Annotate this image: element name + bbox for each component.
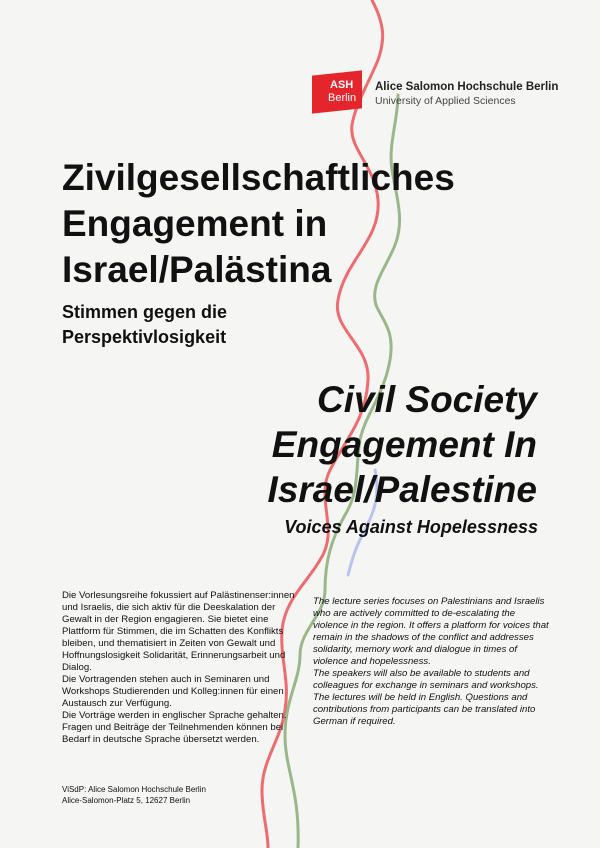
- imprint-line: Alice-Salomon-Platz 5, 12627 Berlin: [62, 796, 191, 805]
- body-german-paragraph: Die Vorlesungsreihe fokussiert auf Palästinenser:innen und Israelis, die sich aktiv für die Deeskalation der Gewalt in der Region engagieren. Sie bietet eine Plattform für Stimmen, die im Schatten des Konflikts bleiben, und thematisiert in Zeiten von Gewalt und Hoffnungslosigkeit Solidarität, Erinnerungsarbeit und Dialog.: [62, 590, 295, 673]
- subtitle-german: Stimmen gegen die Perspektivlosigkeit: [62, 302, 228, 347]
- body-german-paragraph: Die Vortragenden stehen auch in Seminaren und Workshops Studierenden und Kolleg:innen für einen Austausch zur Verfügung.: [62, 674, 284, 709]
- body-english-paragraph: The speakers will also be available to students and colleagues for exchange in seminars and workshops.: [313, 668, 539, 691]
- body-german-paragraph: Die Vorträge werden in englischer Sprache gehalten. Fragen und Beiträge der Teilnehmenden können bei Bedarf in deutsche Sprache übersetzt werden.: [62, 710, 287, 745]
- imprint: [62, 784, 322, 806]
- imprint-line: ViSdP: Alice Salomon Hochschule Berlin: [62, 785, 206, 794]
- title-english: Civil Society Engagement In Israel/Palestine: [267, 379, 537, 510]
- subtitle-english: Voices Against Hopelessness: [284, 517, 538, 537]
- logo-ash-text: ASH: [330, 79, 354, 91]
- body-english-paragraph: The lecture series focuses on Palestinians and Israelis who are actively committed to de-escalating the violence in the region. It offers a platform for voices that remain in the shadows of the conflict and addresses solidarity, memory work and dialogue in times of violence and hopelessness.: [313, 596, 549, 667]
- body-german: [62, 590, 302, 746]
- body-english-paragraph: The lectures will be held in English. Questions and contributions from participants can be translated into German if required.: [313, 692, 536, 727]
- title-german: Zivilgesellschaftliches Engagement in Israel/Palästina: [62, 157, 455, 290]
- institution-name: Alice Salomon Hochschule Berlin: [375, 81, 559, 93]
- logo-berlin-text: Berlin: [328, 92, 357, 104]
- institution-subtitle: University of Applied Sciences: [375, 95, 516, 107]
- body-english: [313, 596, 549, 728]
